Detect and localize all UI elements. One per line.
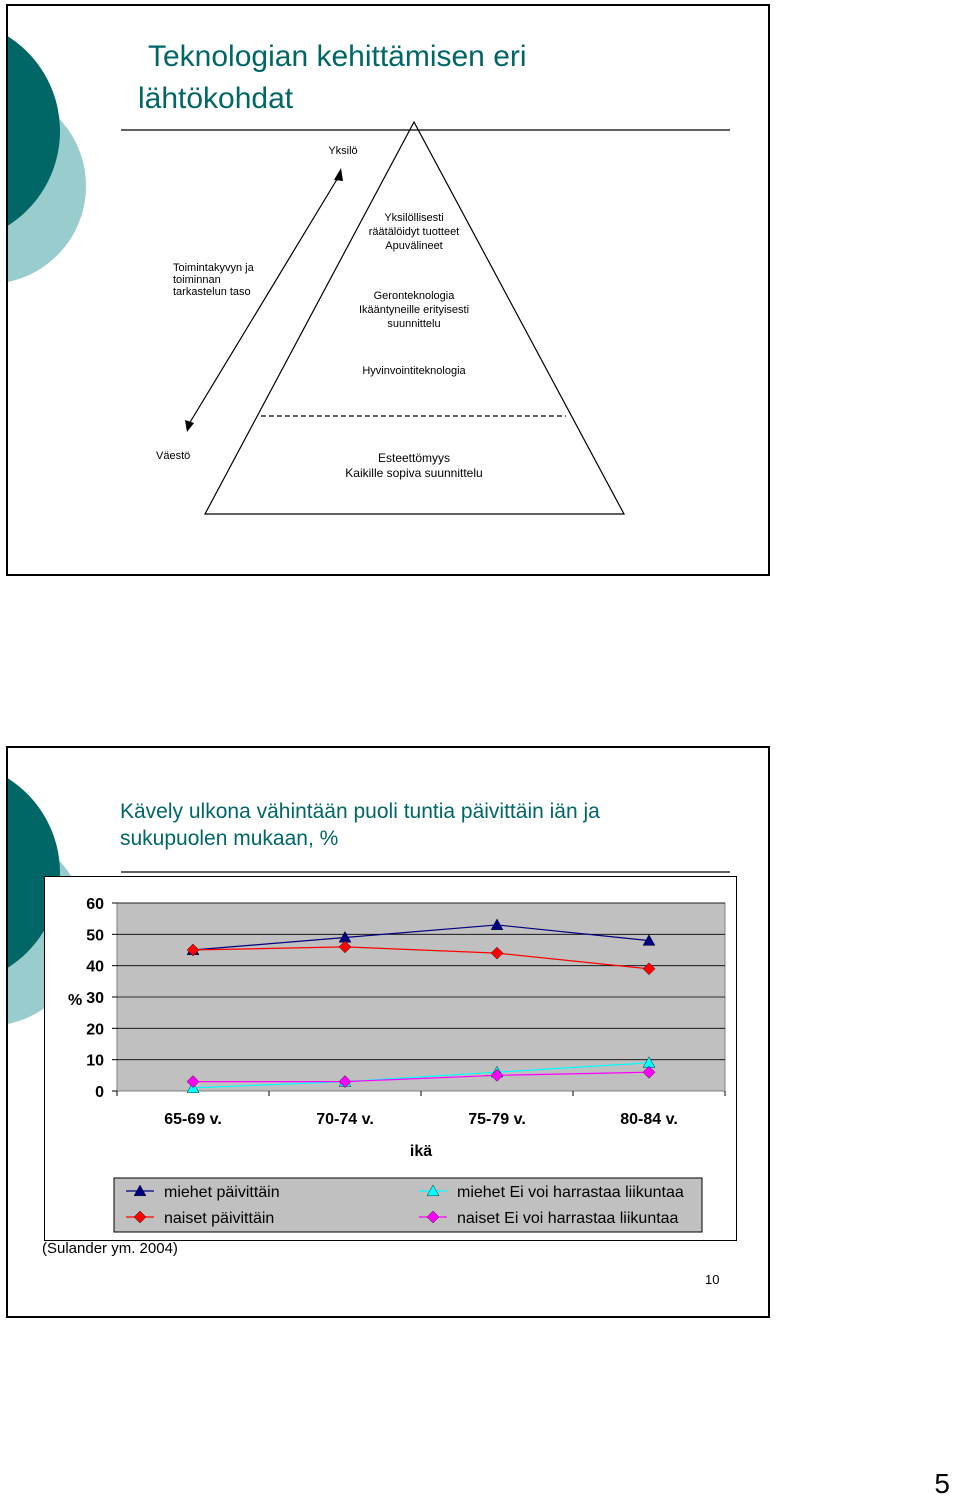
title-line-1: Kävely ulkona vähintään puoli tuntia päivittäin iän ja [120, 800, 600, 823]
title-line-2: lähtökohdat [138, 82, 294, 115]
level-2-text [314, 289, 514, 331]
y-tick-label: 30 [86, 990, 104, 1007]
legend-label: miehet Ei voi harrastaa liikuntaa [457, 1184, 684, 1201]
walking-chart [44, 876, 738, 1242]
slide-1 [6, 4, 770, 576]
level-2-line-1: Geronteknologia [373, 290, 455, 302]
level-1-text [314, 211, 514, 253]
title-line-2: sukupuolen mukaan, % [120, 827, 339, 850]
base-line-1: Esteettömyys [377, 451, 451, 465]
level-3-text: Hyvinvointiteknologia [362, 365, 466, 377]
legend-label: naiset päivittäin [164, 1210, 275, 1227]
x-axis-label: ikä [409, 1143, 433, 1160]
level-1-line-1: Yksilöllisesti [384, 212, 444, 224]
title-line-1: Teknologian kehittämisen eri [148, 40, 527, 73]
y-tick-label: 20 [86, 1021, 104, 1039]
level-1-line-2: räätälöidyt tuotteet [368, 226, 460, 238]
x-tick-label: 65-69 v. [164, 1111, 222, 1128]
y-axis-label: % [68, 992, 83, 1009]
base-line-2: Kaikille sopiva suunnittelu [345, 466, 483, 480]
legend-label: naiset Ei voi harrastaa liikuntaa [457, 1210, 679, 1227]
y-tick-label: 0 [95, 1084, 104, 1101]
y-tick-label: 50 [86, 927, 104, 945]
arrow-up-icon [334, 168, 343, 181]
slide-1-title [138, 36, 527, 120]
level-2-line-3: suunnittelu [387, 318, 441, 330]
source-citation: (Sulander ym. 2004) [42, 1240, 178, 1257]
x-tick-label: 70-74 v. [316, 1111, 374, 1128]
y-tick-label: 40 [86, 958, 104, 976]
page-number: 5 [934, 1468, 950, 1499]
top-label: Yksilö [328, 145, 358, 157]
slide-2 [6, 746, 770, 1318]
level-1-line-3: Apuvälineet [385, 240, 443, 252]
legend-label: miehet päivittäin [164, 1184, 280, 1201]
arrow-down-icon [185, 420, 194, 432]
bottom-label: Väestö [156, 450, 191, 462]
x-tick-label: 75-79 v. [468, 1111, 526, 1128]
level-2-line-2: Ikääntyneille erityisesti [358, 304, 470, 316]
slide-number: 10 [705, 1272, 720, 1287]
axis-label: Toimintakyvyn ja toiminnan tarkastelun taso [173, 262, 254, 298]
y-tick-label: 60 [86, 896, 104, 913]
x-tick-label: 80-84 v. [620, 1111, 678, 1128]
base-text [314, 451, 514, 481]
slide-2-title [120, 798, 600, 852]
y-tick-label: 10 [86, 1052, 104, 1070]
